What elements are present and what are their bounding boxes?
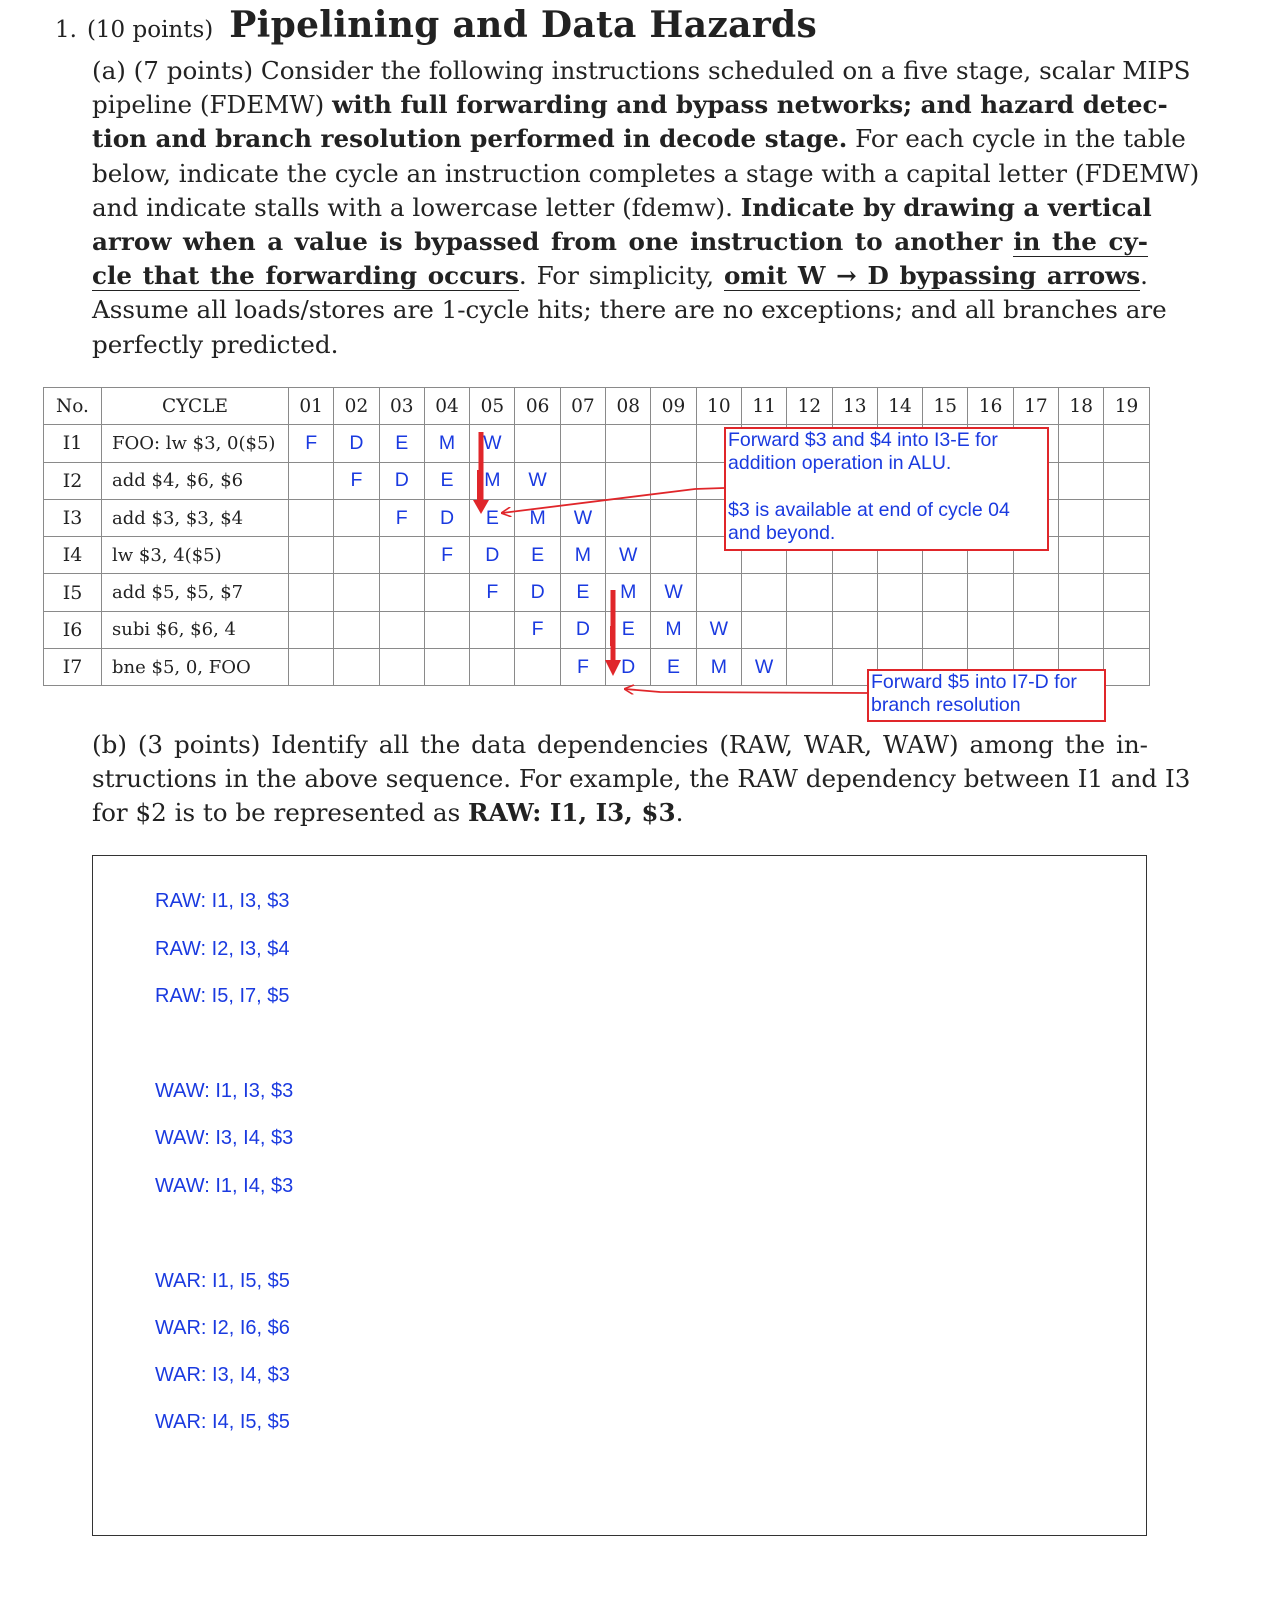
war-dependency: WAR: I2, I6, $6 [155,1317,290,1339]
stage-cell: M [424,425,469,462]
note-text: $3 is available at end of cycle 04 [728,499,1010,521]
cycle-header: 01 [289,388,334,425]
part-a-line: (a) (7 points) Consider the following instructions scheduled on a five stage, scalar MIPS [92,56,1191,85]
stage-cell: F [334,462,379,499]
part-b-line: (b) (3 points) Identify all the data dependencies (RAW, WAR, WAW) among the in- [92,730,1148,759]
stage-cell: W [696,611,741,648]
cycle-header: 16 [968,388,1013,425]
stage-cell: E [424,462,469,499]
stage-cell: M [560,537,605,574]
note-text: branch resolution [871,694,1021,716]
cycle-header: 17 [1013,388,1058,425]
stage-cell: D [606,649,651,686]
stage-cell: E [470,499,515,536]
raw-dependency: RAW: I1, I3, $3 [155,890,290,912]
cycle-header: 13 [832,388,877,425]
cycle-header: 15 [923,388,968,425]
stage-cell: F [515,611,560,648]
instruction-number: I7 [44,649,102,686]
question-number: 1. [55,17,77,43]
part-a-line: cle that the forwarding occurs. For simplicity, omit W → D bypassing arrows. [92,261,1148,291]
cycle-header: 19 [1104,388,1149,425]
stage-cell: W [470,425,515,462]
war-dependency: WAR: I3, I4, $3 [155,1364,290,1386]
stage-cell: E [515,537,560,574]
cycle-header: 18 [1059,388,1104,425]
part-a-line: pipeline (FDEMW) with full forwarding and bypass networks; and hazard detec- [92,90,1168,120]
cycle-header: 12 [787,388,832,425]
instruction-number: I2 [44,462,102,499]
instruction-text: subi $6, $6, 4 [102,611,289,648]
cycle-header: 03 [379,388,424,425]
stage-cell: M [696,649,741,686]
question-points: (10 points) [86,17,214,43]
stage-cell: W [560,499,605,536]
instruction-number: I3 [44,499,102,536]
stage-cell: M [515,499,560,536]
stage-cell: M [470,462,515,499]
instruction-number: I6 [44,611,102,648]
stage-cell: E [379,425,424,462]
cycle-header: 14 [877,388,922,425]
stage-cell: D [515,574,560,611]
stage-cell: F [379,499,424,536]
instruction-number: I5 [44,574,102,611]
instruction-text: add $5, $5, $7 [102,574,289,611]
part-a-line: below, indicate the cycle an instruction completes a stage with a capital letter (FDEMW) [92,158,1200,188]
note-text: addition operation in ALU. [728,452,952,474]
part-b-line: structions in the above sequence. For example, the RAW dependency between I1 and I3 [92,764,1191,794]
question-title: Pipelining and Data Hazards [229,4,818,46]
instruction-number: I4 [44,537,102,574]
stage-cell: W [606,537,651,574]
waw-dependency: WAW: I3, I4, $3 [155,1127,294,1149]
raw-dependency: RAW: I2, I3, $4 [155,938,290,960]
part-b-line: for $2 is to be represented as RAW: I1, I3, $3. [92,798,684,828]
part-a-line: arrow when a value is bypassed from one instruction to another in the cy- [92,227,1148,257]
cycle-header: 07 [560,388,605,425]
part-a-line: Assume all loads/stores are 1-cycle hits; there are no exceptions; and all branches are [92,295,1167,325]
note-text: and beyond. [728,522,836,544]
note-pointer-i3 [502,488,724,513]
instruction-text: add $4, $6, $6 [102,462,289,499]
note-pointer-i7 [625,689,867,693]
instruction-text: add $3, $3, $4 [102,499,289,536]
part-a-line: and indicate stalls with a lowercase letter (fdemw). Indicate by drawing a vertical [92,192,1152,222]
header-no: No. [44,388,102,425]
instruction-text: FOO: lw $3, 0($5) [102,425,289,462]
cycle-header: 04 [424,388,469,425]
part-a-line: tion and branch resolution performed in decode stage. For each cycle in the table [92,124,1186,154]
cycle-header: 11 [741,388,786,425]
instruction-text: lw $3, 4($5) [102,537,289,574]
instruction-text: bne $5, 0, FOO [102,649,289,686]
stage-cell: E [651,649,696,686]
cycle-header: 10 [696,388,741,425]
stage-cell: F [560,649,605,686]
stage-cell: F [289,425,334,462]
waw-dependency: WAW: I1, I4, $3 [155,1175,294,1197]
cycle-header: 05 [470,388,515,425]
raw-dependency: RAW: I5, I7, $5 [155,985,290,1007]
stage-cell: D [379,462,424,499]
cycle-header: 06 [515,388,560,425]
note-text: Forward $3 and $4 into I3-E for [728,429,998,451]
war-dependency: WAR: I4, I5, $5 [155,1411,290,1433]
cycle-header: 09 [651,388,696,425]
stage-cell: D [560,611,605,648]
stage-cell: W [515,462,560,499]
stage-cell: D [424,499,469,536]
stage-cell: M [606,574,651,611]
note-text: Forward $5 into I7-D for [871,671,1077,693]
stage-cell: M [651,611,696,648]
stage-cell: D [334,425,379,462]
instruction-number: I1 [44,425,102,462]
part-a-line: perfectly predicted. [92,329,339,359]
stage-cell: W [651,574,696,611]
waw-dependency: WAW: I1, I3, $3 [155,1080,294,1102]
cycle-header: 08 [606,388,651,425]
stage-cell: D [470,537,515,574]
war-dependency: WAR: I1, I5, $5 [155,1270,290,1292]
stage-cell: W [741,649,786,686]
header-cycle: CYCLE [102,388,289,425]
stage-cell: F [424,537,469,574]
stage-cell: E [560,574,605,611]
stage-cell: E [606,611,651,648]
stage-cell: F [470,574,515,611]
part-b-text [92,728,1191,831]
cycle-header: 02 [334,388,379,425]
